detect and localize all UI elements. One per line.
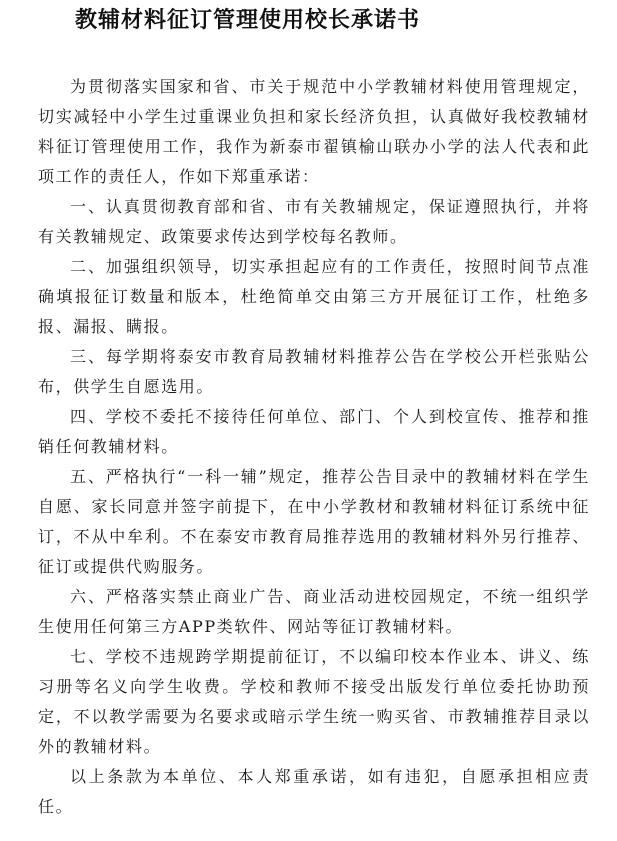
paragraph-item-5: 五、严格执行“一科一辅”规定，推荐公告目录中的教辅材料在学生自愿、家长同意并签字前提下，在中小学教材和教辅材料征订系统中征订，不从中牟利。不在泰安市教育局推荐选用的教辅材料外另行推荐、征订或提供代购服务。 bbox=[38, 467, 590, 576]
paragraph-closing: 以上条款为本单位、本人郑重承诺，如有违犯，自愿承担相应责任。 bbox=[38, 767, 590, 816]
paragraph-preamble: 为贯彻落实国家和省、市关于规范中小学教辅材料使用管理规定，切实减轻中小学生过重课业负担和家长经济负担，认真做好我校教辅材料征订管理使用工作，我作为新泰市翟镇榆山联办小学的法人代表和此项工作的责任人，作如下郑重承诺： bbox=[38, 77, 590, 186]
paragraph-item-3: 三、每学期将泰安市教育局教辅材料推荐公告在学校公开栏张贴公布，供学生自愿选用。 bbox=[38, 347, 590, 396]
paragraph-item-1: 一、认真贯彻教育部和省、市有关教辅规定，保证遵照执行，并将有关教辅规定、政策要求传达到学校每名教师。 bbox=[38, 197, 590, 246]
paragraph-item-6: 六、严格落实禁止商业广告、商业活动进校园规定，不统一组织学生使用任何第三方APP类软件、网站等征订教辅材料。 bbox=[38, 587, 590, 636]
paragraph-item-2: 二、加强组织领导，切实承担起应有的工作责任，按照时间节点准确填报征订数量和版本，杜绝简单交由第三方开展征订工作，杜绝多报、漏报、瞒报。 bbox=[38, 257, 590, 336]
document-body bbox=[38, 72, 590, 822]
paragraph-item-4: 四、学校不委托不接待任何单位、部门、个人到校宣传、推荐和推销任何教辅材料。 bbox=[38, 407, 590, 456]
document-title: 教辅材料征订管理使用校长承诺书 bbox=[75, 8, 421, 33]
paragraph-item-7: 七、学校不违规跨学期提前征订，不以编印校本作业本、讲义、练习册等名义向学生收费。学校和教师不接受出版发行单位委托协助预定，不以教学需要为名要求或暗示学生统一购买省、市教辅推荐目录以外的教辅材料。 bbox=[38, 647, 590, 756]
